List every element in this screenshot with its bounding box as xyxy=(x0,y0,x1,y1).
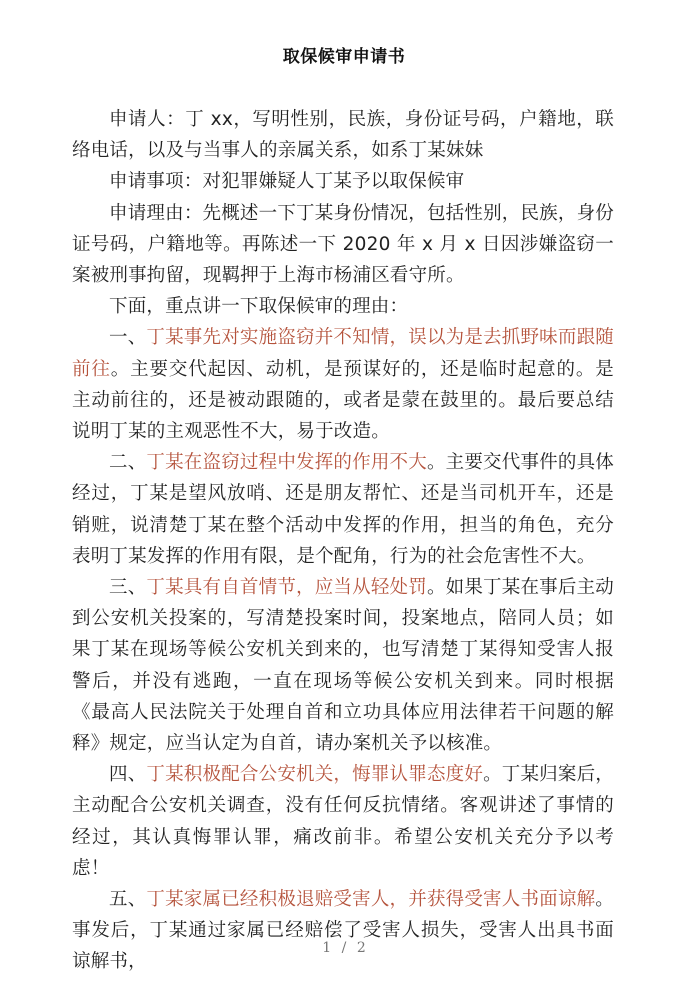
total-pages: 2 xyxy=(356,940,366,956)
point-number: 二、 xyxy=(109,452,147,474)
current-page: 1 xyxy=(322,940,332,956)
paragraph-intro xyxy=(72,291,614,322)
point-heading: 丁某具有自首情节，应当从轻处罚 xyxy=(146,577,427,599)
paragraph-text: 下面，重点讲一下取保候审的理由： xyxy=(109,296,409,318)
paragraph-text: 。丁某归案后，主动配合公安机关调查，没有任何反抗情绪。客观讲述了事情的经过，其认真悔罪认罪，痛改前非。希望公安机关充分予以考虑！ xyxy=(72,764,614,879)
paragraph-text: 申请理由：先概述一下丁某身份情况，包括性别，民族，身份证号码，户籍地等。再陈述一下 2020 年 x 月 x 日因涉嫌盗窃一案被刑事拘留，现羁押于上海市杨浦区看守所。 xyxy=(72,202,614,287)
paragraph-text: 。事发后，丁某通过家属已经赔偿了受害人损失，受害人出具书面谅解书， xyxy=(72,889,614,973)
document-body xyxy=(72,104,614,978)
page-indicator xyxy=(0,940,688,956)
paragraph-matter xyxy=(72,166,614,197)
paragraph-point-1 xyxy=(72,322,614,447)
point-heading: 丁某事先对实施盗窃并不知情，误以为是去抓野味而跟随前往 xyxy=(72,327,614,380)
point-heading: 丁某家属已经积极退赔受害人，并获得受害人书面谅解 xyxy=(146,889,596,911)
point-number: 五、 xyxy=(109,889,147,911)
paragraph-text: 。主要交代起因、动机，是预谋好的，还是临时起意的。是主动前往的，还是被动跟随的，或者是蒙在鼓里的。最后要总结说明丁某的主观恶性不大，易于改造。 xyxy=(72,358,614,443)
paragraph-point-2 xyxy=(72,447,614,572)
paragraph-point-5 xyxy=(72,884,614,978)
paragraph-reason xyxy=(72,198,614,292)
point-number: 三、 xyxy=(109,577,147,599)
paragraph-point-4 xyxy=(72,759,614,884)
paragraph-applicant xyxy=(72,104,614,166)
point-heading: 丁某在盗窃过程中发挥的作用不大 xyxy=(146,452,427,474)
paragraph-text: 申请事项：对犯罪嫌疑人丁某予以取保候审 xyxy=(109,171,465,193)
paragraph-text: 。如果丁某在事后主动到公安机关投案的，写清楚投案时间，投案地点，陪同人员；如果丁某在现场等候公安机关到来的，也写清楚丁某得知受害人报警后，并没有逃跑，一直在现场等候公安机关到来。同时根据《最高人民法院关于处理自首和立功具体应用法律若干问题的解释》规定，应当认定为自首，请办案机关予以核准。 xyxy=(72,577,614,755)
document-title: 取保候审申请书 xyxy=(282,47,406,67)
page-separator: / xyxy=(341,940,347,956)
point-number: 四、 xyxy=(109,764,147,786)
paragraph-text: 申请人：丁 xx，写明性别，民族，身份证号码，户籍地，联络电话，以及与当事人的亲属关系，如系丁某妹妹 xyxy=(72,109,614,162)
paragraph-text: 。主要交代事件的具体经过，丁某是望风放哨、还是朋友帮忙、还是当司机开车，还是销赃，说清楚丁某在整个活动中发挥的作用，担当的角色，充分表明丁某发挥的作用有限，是个配角，行为的社会危害性不大。 xyxy=(72,452,614,567)
point-heading: 丁某积极配合公安机关，悔罪认罪态度好 xyxy=(146,764,484,786)
point-number: 一、 xyxy=(109,327,147,349)
paragraph-point-3 xyxy=(72,572,614,759)
